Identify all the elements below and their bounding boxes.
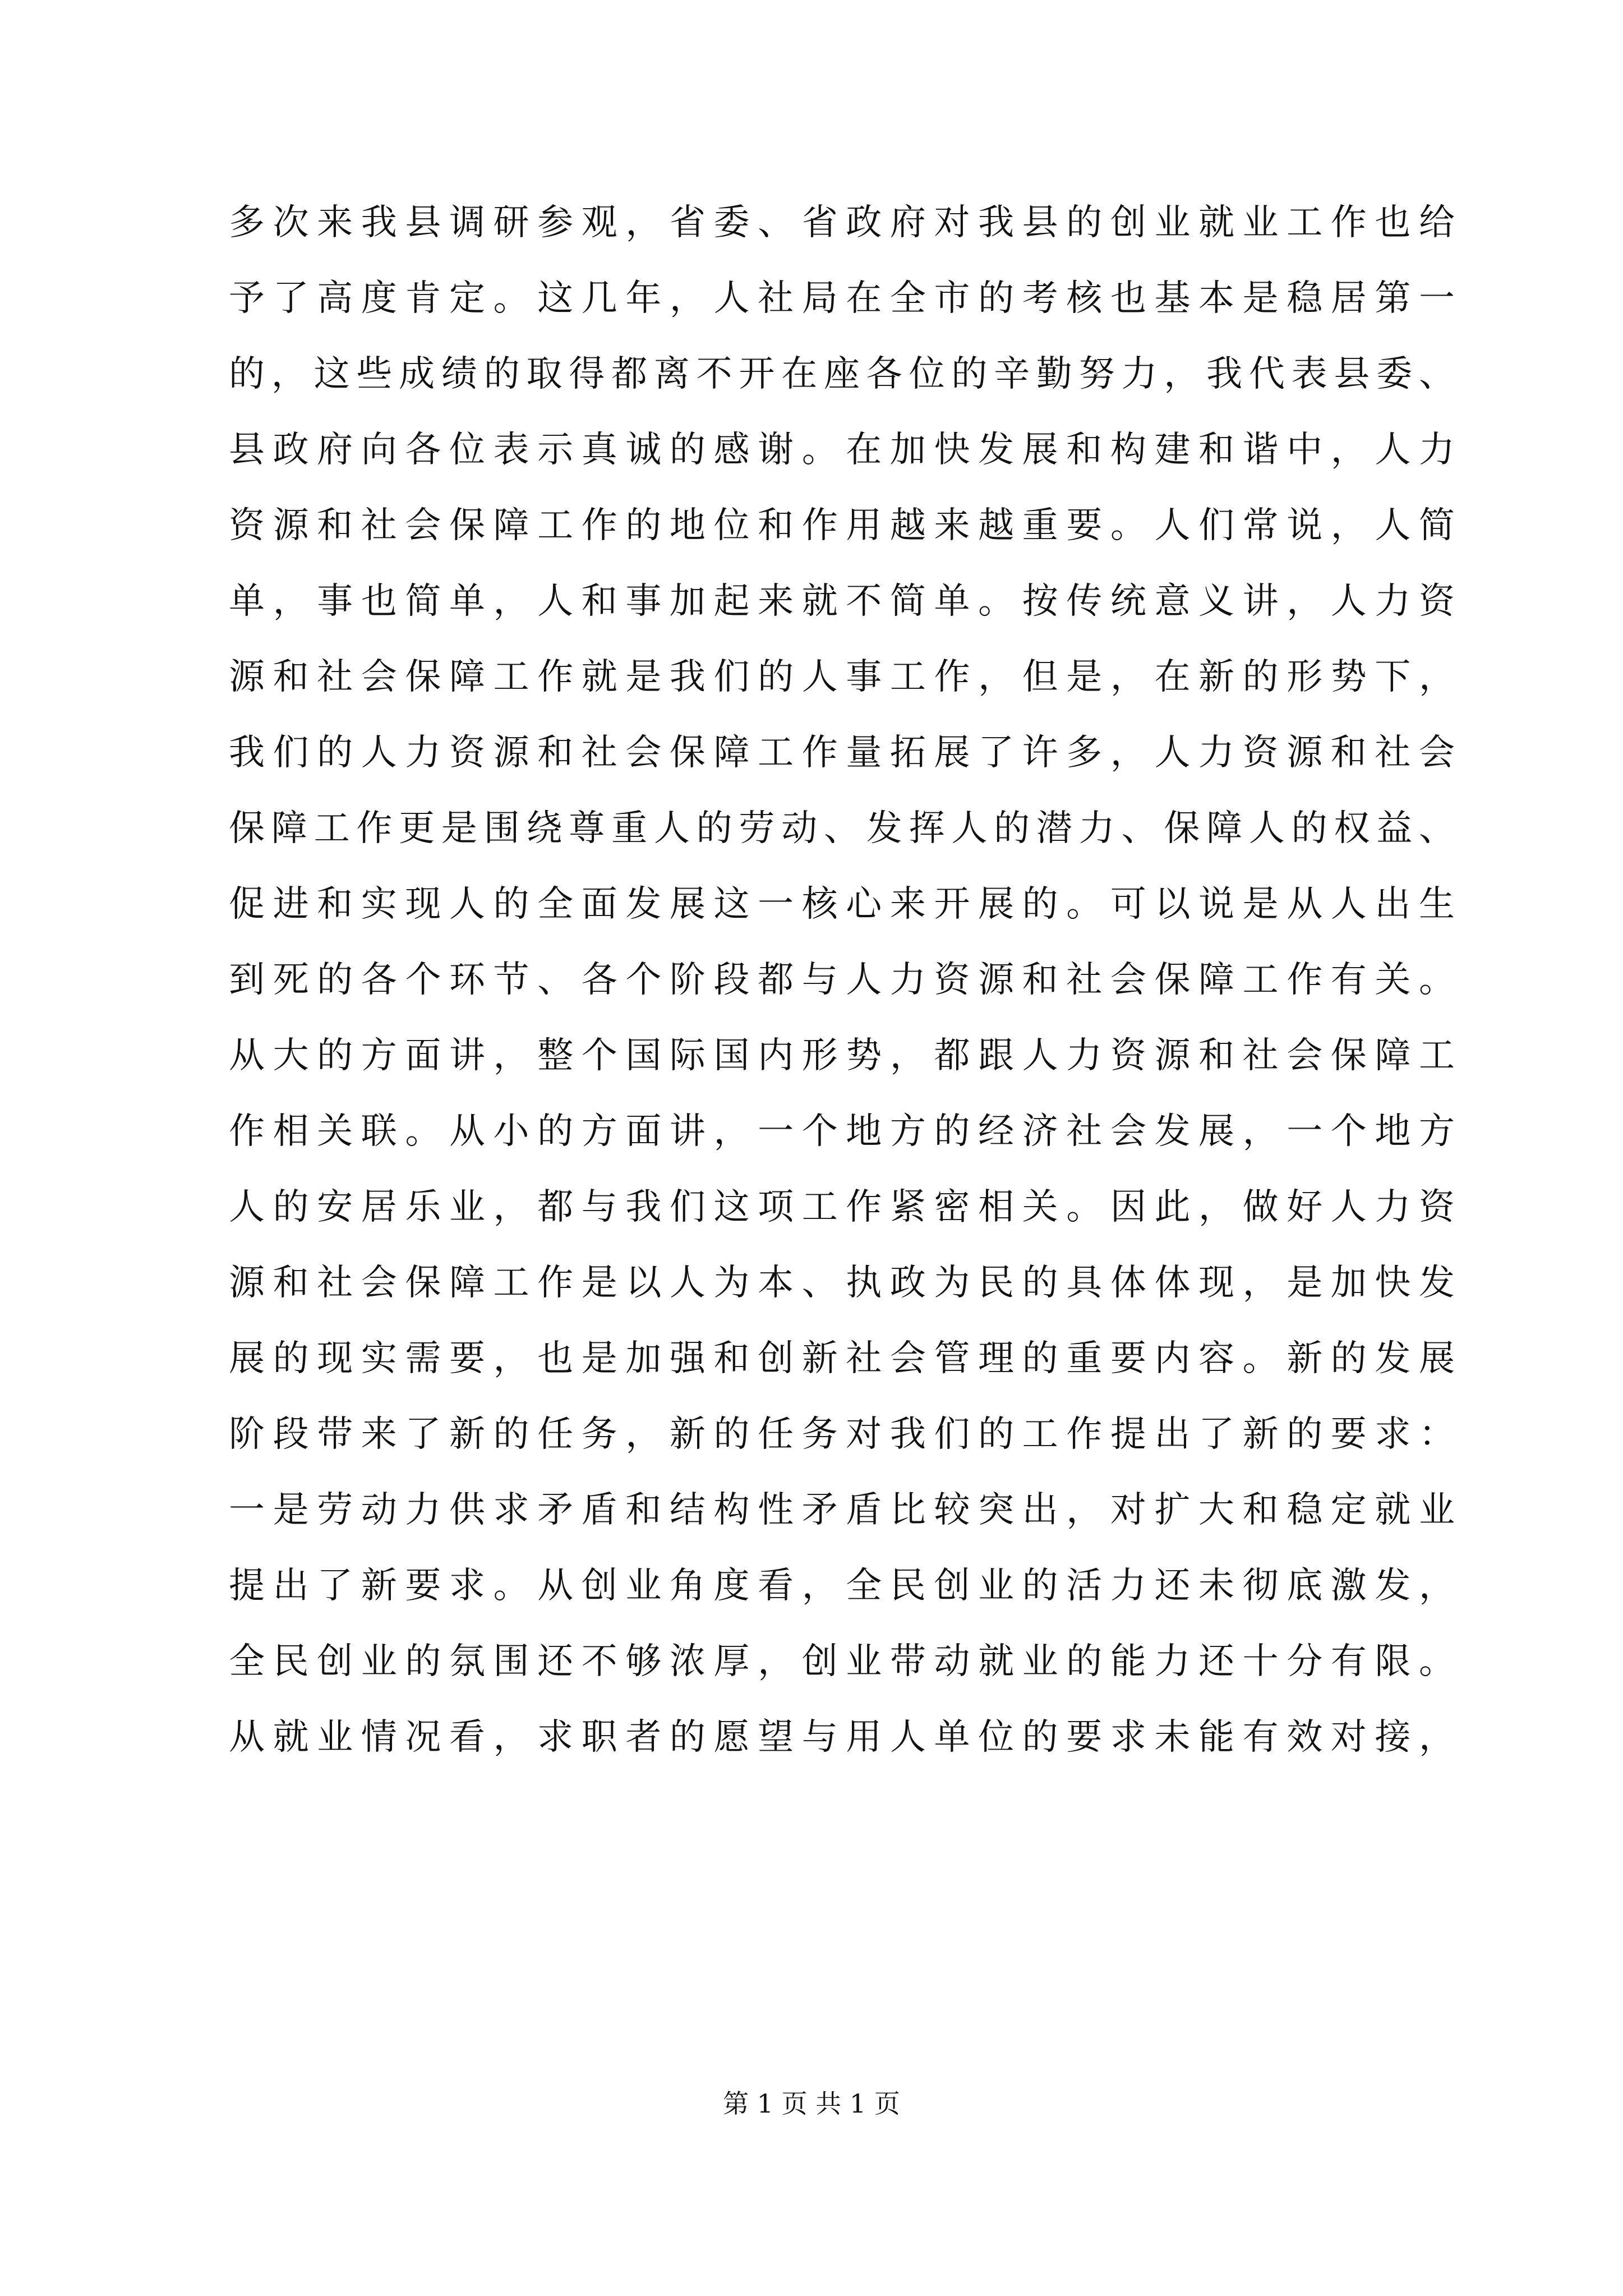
text-line: 资源和社会保障工作的地位和作用越来越重要。人们常说，人简 [229,505,1457,546]
text-line: 展的现实需要，也是加强和创新社会管理的重要内容。新的发展 [229,1338,1457,1379]
text-line: 从就业情况看，求职者的愿望与用人单位的要求未能有效对接， [229,1717,1457,1758]
text-line: 源和社会保障工作就是我们的人事工作，但是，在新的形势下， [229,656,1457,698]
text-line: 从大的方面讲，整个国际国内形势，都跟人力资源和社会保障工 [229,1035,1457,1076]
text-line: 作相关联。从小的方面讲，一个地方的经济社会发展，一个地方 [229,1111,1457,1152]
page-number-label: 第 1 页 共 1 页 [723,2088,900,2119]
text-line: 一是劳动力供求矛盾和结构性矛盾比较突出，对扩大和稳定就业 [229,1489,1457,1531]
text-line: 提出了新要求。从创业角度看，全民创业的活力还未彻底激发， [229,1565,1457,1607]
text-line: 到死的各个环节、各个阶段都与人力资源和社会保障工作有关。 [229,959,1457,1001]
text-line: 促进和实现人的全面发展这一核心来开展的。可以说是从人出生 [229,884,1457,925]
text-line: 的，这些成绩的取得都离不开在座各位的辛勤努力，我代表县委、 [229,353,1457,395]
text-line: 多次来我县调研参观，省委、省政府对我县的创业就业工作也给 [229,202,1457,243]
text-line: 单，事也简单，人和事加起来就不简单。按传统意义讲，人力资 [229,581,1457,622]
text-line: 我们的人力资源和社会保障工作量拓展了许多，人力资源和社会 [229,732,1457,774]
text-line: 保障工作更是围绕尊重人的劳动、发挥人的潜力、保障人的权益、 [229,808,1457,849]
text-line: 阶段带来了新的任务，新的任务对我们的工作提出了新的要求： [229,1414,1457,1455]
page-footer [0,2087,1623,2120]
text-line: 县政府向各位表示真诚的感谢。在加快发展和构建和谐中，人力 [229,429,1457,471]
body-text [229,185,1457,1775]
text-line: 全民创业的氛围还不够浓厚，创业带动就业的能力还十分有限。 [229,1641,1457,1682]
text-line: 人的安居乐业，都与我们这项工作紧密相关。因此，做好人力资 [229,1186,1457,1228]
text-line: 源和社会保障工作是以人为本、执政为民的具体体现，是加快发 [229,1262,1457,1304]
text-line: 予了高度肯定。这几年，人社局在全市的考核也基本是稳居第一 [229,278,1457,319]
